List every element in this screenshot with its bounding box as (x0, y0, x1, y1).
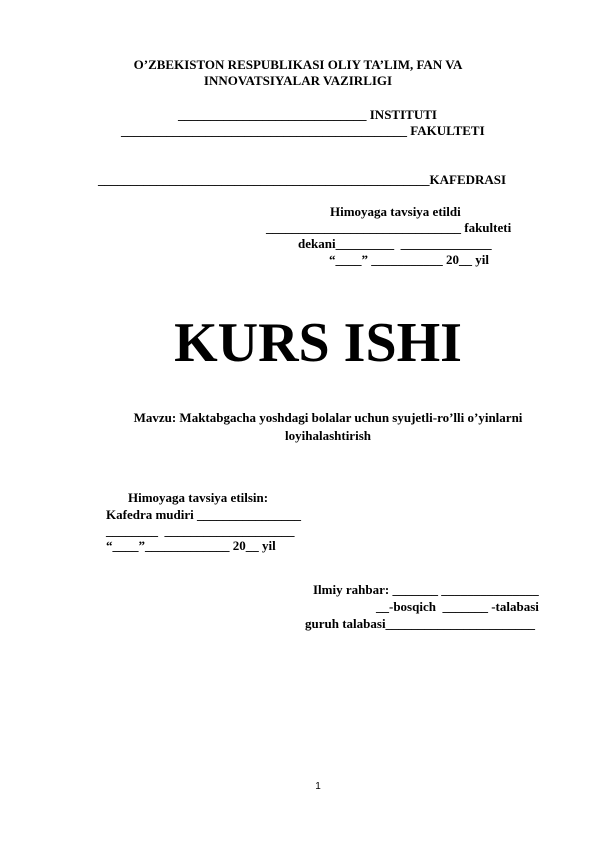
approval-bottom-line-3: ________ ____________________ (106, 523, 295, 538)
advisor-line-1: Ilmiy rahbar: _______ _______________ (313, 582, 539, 597)
approval-bottom-line-4: “____”_____________ 20__ yil (106, 538, 276, 553)
topic-line-2: loyihalashtirish (285, 428, 371, 443)
page-number: 1 (315, 781, 321, 792)
department-line: ___________________________________________________KAFEDRASI (98, 172, 507, 187)
topic-line-1: Mavzu: Maktabgacha yoshdagi bolalar uchun syujetli-ro’lli o’yinlarni (133, 410, 523, 425)
advisor-line-2: __-bosqich _______ -talabasi (376, 599, 539, 614)
approval-top-line-3: dekani_________ ______________ (298, 236, 492, 251)
approval-top-line-4: “____” ___________ 20__ yil (329, 252, 489, 267)
ministry-line-2: INNOVATSIYALAR VAZIRLIGI (203, 73, 393, 88)
advisor-line-3: guruh talabasi_______________________ (305, 616, 536, 631)
institute-line: _____________________________ INSTITUTI (178, 107, 437, 122)
approval-top-line-1: Himoyaga tavsiya etildi (330, 204, 461, 219)
approval-bottom-line-2: Kafedra mudiri ________________ (106, 507, 301, 522)
approval-top-line-2: ______________________________ fakulteti (266, 220, 512, 235)
approval-bottom-line-1: Himoyaga tavsiya etilsin: (128, 490, 269, 505)
ministry-line-1: O’ZBEKISTON RESPUBLIKASI OLIY TA’LIM, FAN VA (133, 57, 463, 72)
faculty-line: ____________________________________________ FAKULTETI (121, 123, 485, 138)
document-title: KURS ISHI (174, 312, 462, 374)
